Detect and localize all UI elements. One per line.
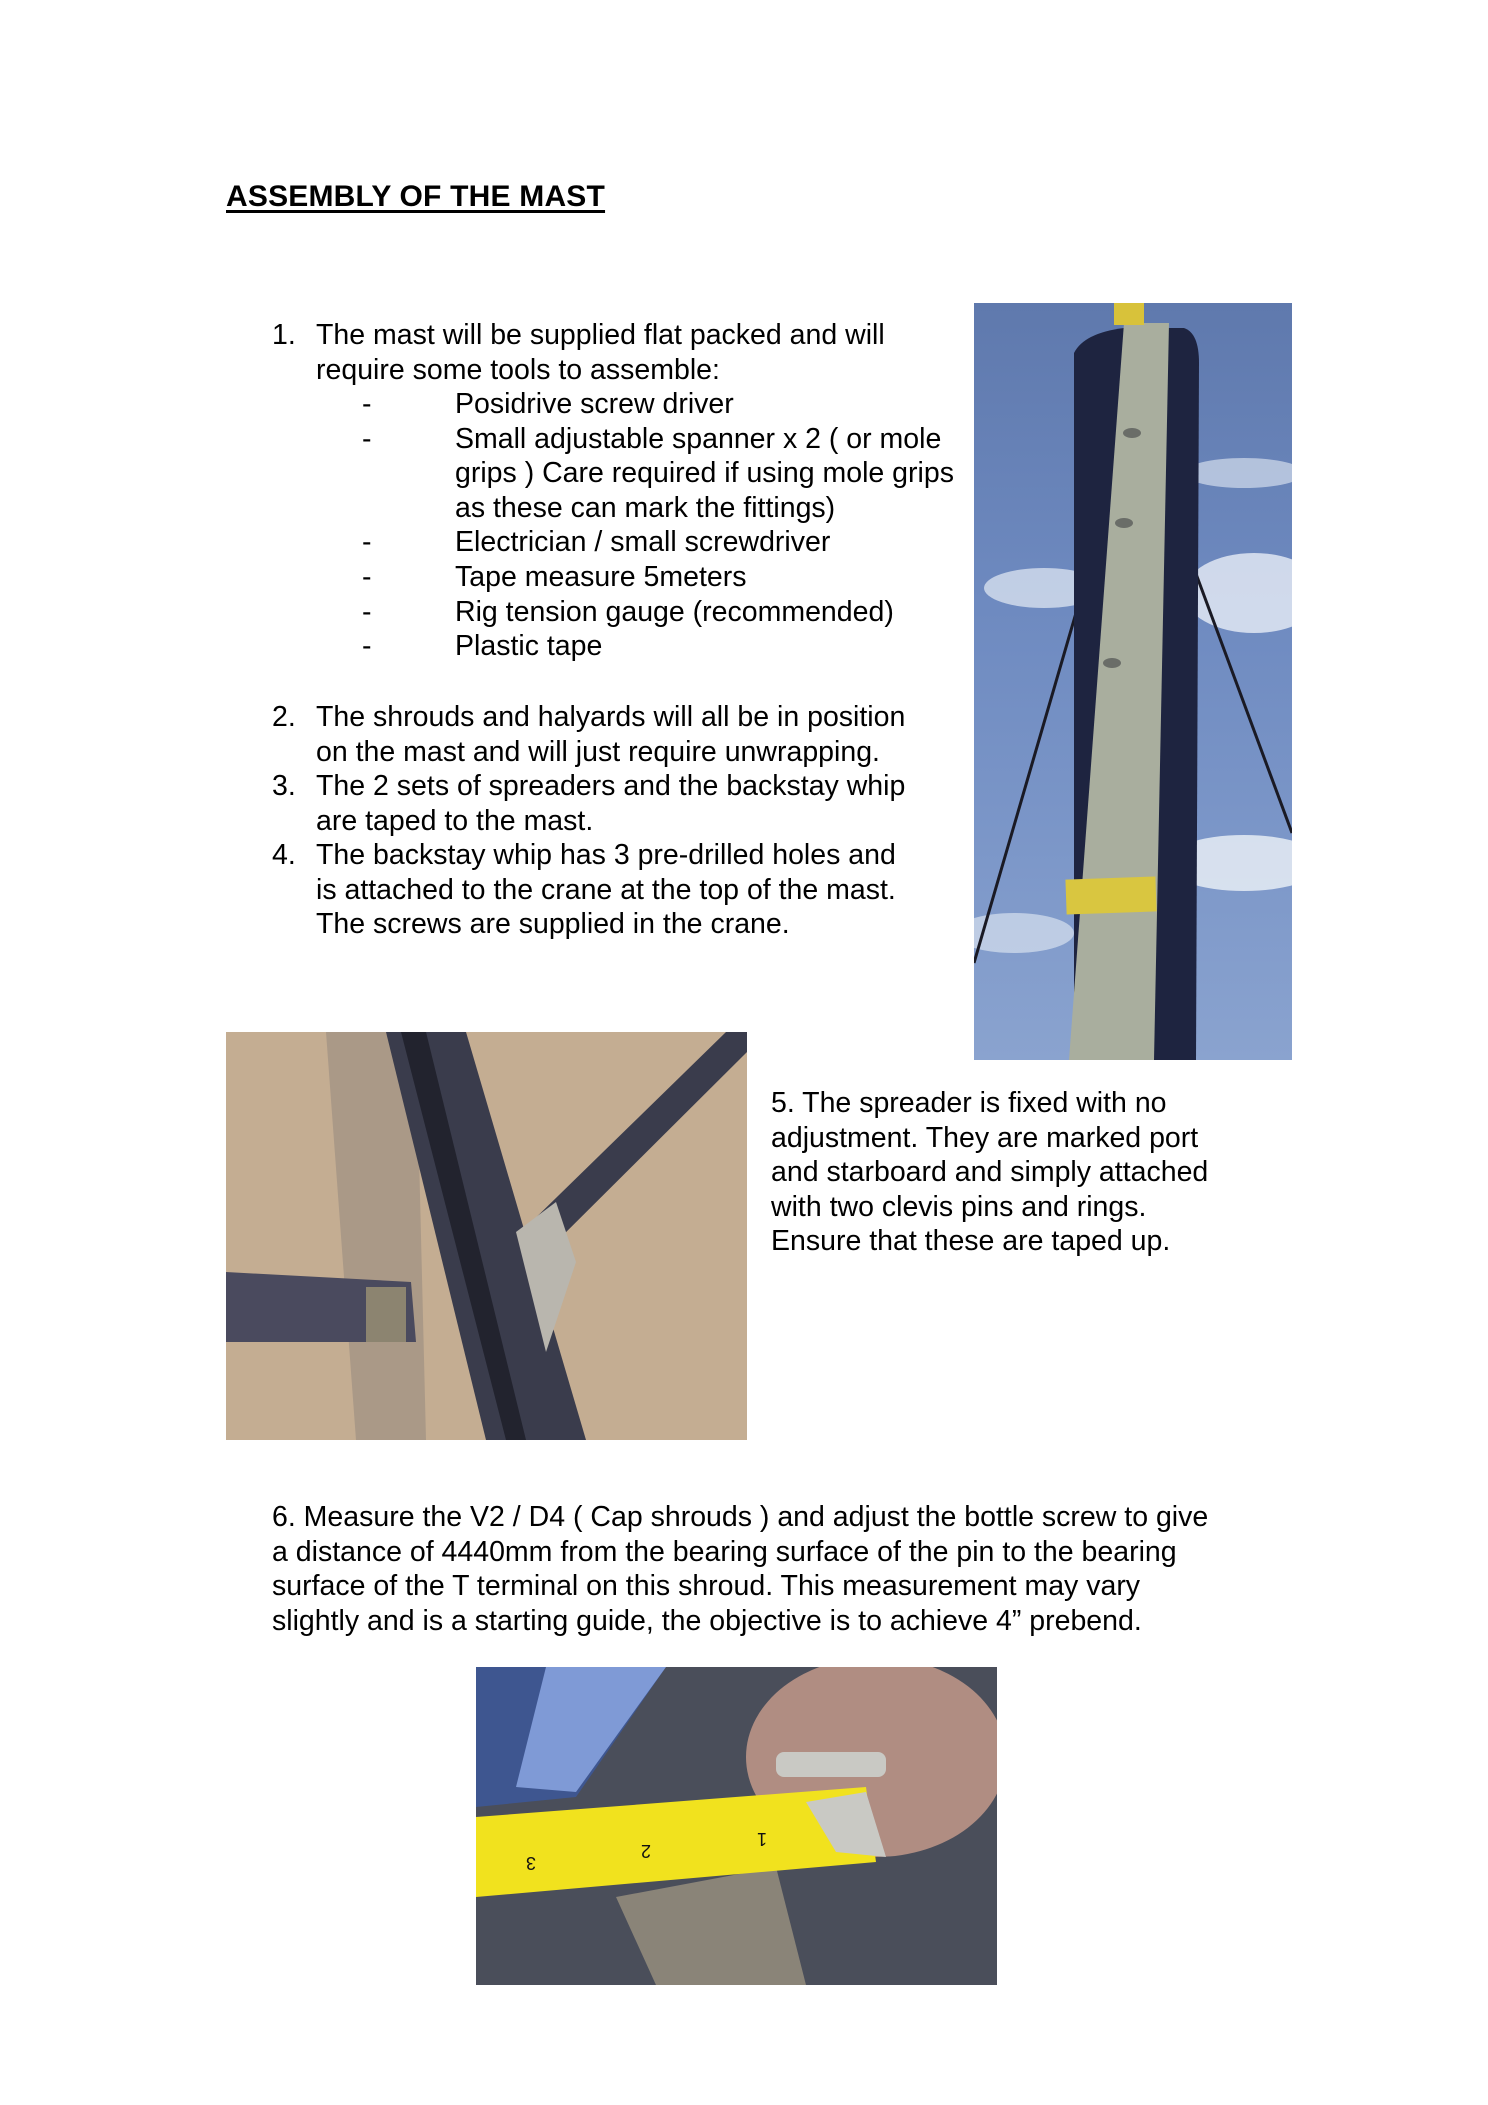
tape-measure-photo-image <box>476 1667 997 1985</box>
tool-text: Electrician / small screwdriver <box>455 526 831 559</box>
step-5-line: with two clevis pins and rings. <box>771 1190 1147 1223</box>
tools-list <box>362 387 962 663</box>
tool-text: Plastic tape <box>455 630 603 663</box>
item-number: 1. <box>272 319 296 351</box>
dash-bullet: - <box>362 561 372 593</box>
item-text-line: are taped to the mast. <box>316 804 594 837</box>
tool-text: as these can mark the fittings) <box>455 491 836 524</box>
step-5-line: and starboard and simply attached <box>771 1156 1209 1189</box>
page-title: ASSEMBLY OF THE MAST <box>226 180 606 213</box>
dash-bullet: - <box>362 526 372 559</box>
tool-text: grips ) Care required if using mole grips <box>455 457 954 490</box>
step-5-line: 5. The spreader is fixed with no <box>771 1087 1167 1119</box>
step-6-line: a distance of 4440mm from the bearing surface of the pin to the bearing <box>272 1535 1177 1568</box>
step-5-line: adjustment. They are marked port <box>771 1121 1199 1154</box>
dash-bullet: - <box>362 388 372 420</box>
item-number: 3. <box>272 770 296 802</box>
svg-text:3: 3 <box>525 1853 536 1873</box>
item-text-line: require some tools to assemble: <box>316 353 720 386</box>
dash-bullet: - <box>362 630 372 663</box>
item-text-line: The backstay whip has 3 pre-drilled holes and <box>316 839 896 871</box>
svg-text:2: 2 <box>640 1841 651 1861</box>
spreader-photo-image <box>226 1032 747 1440</box>
dash-bullet: - <box>362 422 372 455</box>
step-6-line: slightly and is a starting guide, the objective is to achieve 4” prebend. <box>272 1604 1142 1637</box>
tape-measure-photo <box>476 1667 997 1985</box>
step-6-text <box>272 1500 1208 1638</box>
dash-bullet: - <box>362 595 372 628</box>
item-number: 2. <box>272 701 296 733</box>
step-6-line: 6. Measure the V2 / D4 ( Cap shrouds ) and adjust the bottle screw to give <box>272 1501 1209 1533</box>
item-text-line: The mast will be supplied flat packed and will <box>316 319 885 351</box>
tool-text: Posidrive screw driver <box>455 388 734 420</box>
mast-photo <box>974 303 1292 1060</box>
svg-text:1: 1 <box>756 1829 767 1849</box>
item-text-line: The screws are supplied in the crane. <box>316 908 790 941</box>
tool-text: Rig tension gauge (recommended) <box>455 595 894 628</box>
tool-text: Small adjustable spanner x 2 ( or mole <box>455 422 942 455</box>
item-text-line: is attached to the crane at the top of the mast. <box>316 873 896 906</box>
spreader-photo <box>226 1032 747 1440</box>
item-text-line: The 2 sets of spreaders and the backstay whip <box>316 770 906 802</box>
step-5-line: Ensure that these are taped up. <box>771 1225 1171 1258</box>
step-6-line: surface of the T terminal on this shroud. This measurement may vary <box>272 1570 1141 1603</box>
item-text-line: The shrouds and halyards will all be in position <box>316 701 906 733</box>
tool-text: Tape measure 5meters <box>455 561 747 593</box>
item-text-line: on the mast and will just require unwrapping. <box>316 735 880 768</box>
step-5-text <box>771 1086 1208 1259</box>
mast-photo-image <box>974 303 1292 1060</box>
item-number: 4. <box>272 839 296 871</box>
